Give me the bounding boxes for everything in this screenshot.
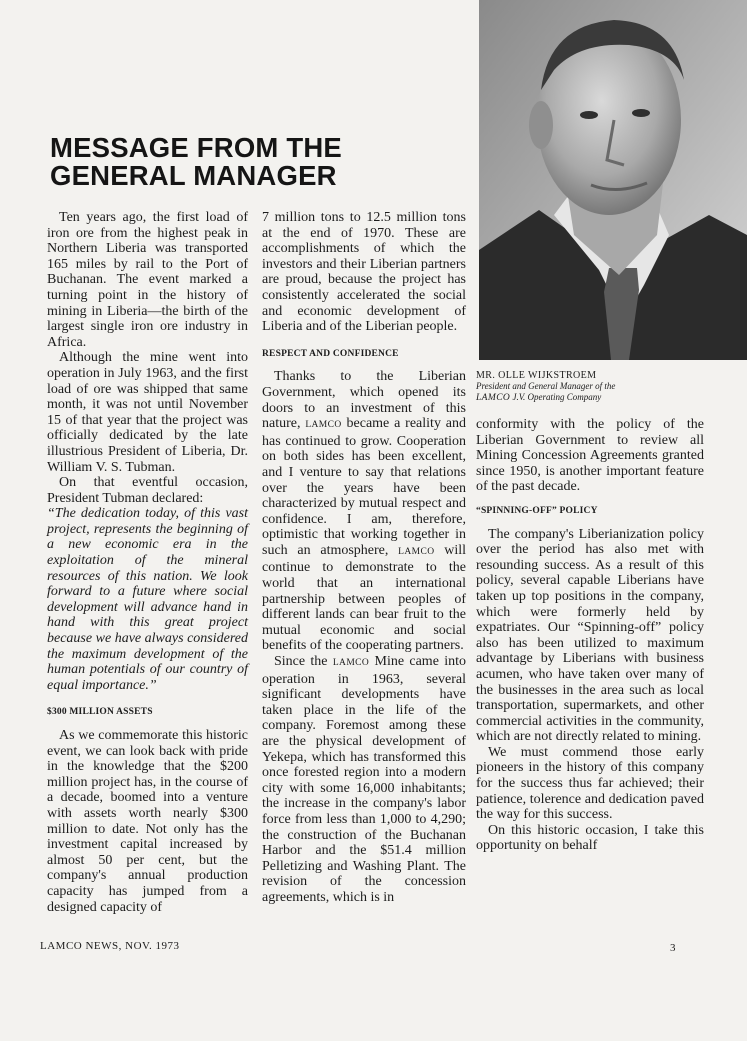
text-run: will continue to demonstrate to the world that an international partnership between peoples of different lands can bear fruit to the mutual economic and social benefits of the cooperating partners. — [262, 542, 466, 654]
publication-footer: LAMCO NEWS, NOV. 1973 — [40, 940, 180, 952]
paragraph: As we commemorate this historic event, we can look back with pride in the knowledge that the $200 million project has, in the course of a decade, boomed into a venture with assets worth nearly $300 million to date. Not only has the investment capital increased by almost 50 per cent, but the company's annual production capacity has jumped from a designed capacity of — [47, 728, 248, 915]
text-run: became a reality and has continued to grow. Cooperation on both sides has been excellent, and I venture to say that relations over the years have been characterized by mutual respect and confidence. I am, therefore, optimistic that working together in such an atmosphere, — [262, 416, 467, 558]
paragraph — [262, 369, 466, 654]
portrait-photo — [479, 0, 747, 360]
paragraph: The company's Liberianization policy over the period has also met with resounding success. As a result of this policy, several capable Liberians have taken up top positions in the company, which were formerly held by expatriates. Our “Spinning-off” policy also has been utilized to maximum advantage by Liberians with business acumen, who have taken over many of the businesses in the area such as local transportation, supermarkets, and other commercial activities in the community, which are not directly related to mining. — [476, 526, 704, 745]
caption-title-line1: President and General Manager of the — [476, 381, 616, 391]
photo-caption — [476, 370, 676, 404]
paragraph: On this historic occasion, I take this opportunity on behalf — [476, 822, 704, 854]
article-column-1 — [47, 210, 248, 915]
section-heading: RESPECT AND CONFIDENCE — [262, 348, 399, 359]
lamco-smallcaps: LAMCO — [332, 658, 370, 669]
article-column-2 — [262, 210, 466, 906]
paragraph: Ten years ago, the first load of iron ore from the highest peak in Northern Liberia was transported 165 miles by rail to the Port of Buchanan. The event marked a turning point in the history of mining in Liberia—the birth of the largest single iron ore industry in Africa. — [47, 210, 248, 350]
paragraph: On that eventful occasion, President Tubman declared: — [47, 475, 248, 506]
text-run: Since the — [274, 654, 328, 670]
lamco-smallcaps: LAMCO — [398, 546, 435, 557]
caption-name: MR. OLLE WIJKSTROEM — [476, 370, 597, 381]
paragraph: Although the mine went into operation in July 1963, and the first load of ore was shipped that same month, it was not until November 15 of that year that the project was officially dedicated by the late illustrious President of Liberia, Dr. William V. S. Tubman. — [47, 350, 248, 475]
caption-title — [476, 381, 676, 404]
text-run: Thanks to the Liberian Government, which opened its doors to an investment of this nature, — [262, 369, 466, 432]
caption-title-line2: J.V. Operating Company — [512, 392, 602, 402]
article-column-3 — [476, 417, 704, 854]
paragraph: conformity with the policy of the Liberian Government to review all Mining Concession Agreements granted since 1950, is another important feature of the past decade. — [476, 417, 704, 495]
paragraph: We must commend those early pioneers in the history of this company for the success thus far achieved; their patience, tolerence and dedication paved the way for this success. — [476, 744, 704, 823]
section-heading: $300 MILLION ASSETS — [47, 707, 153, 718]
tubman-quote: “The dedication today, of this vast project, represents the beginning of a new economic era in the exploitation of the mineral resources of this nation. We look forward to a future where social development will advance hand in hand with this great project because we have always considered the maximum development of the human potentials of our country of equal importance.” — [47, 506, 248, 693]
lamco-smallcaps: LAMCO — [305, 420, 342, 431]
paragraph — [262, 654, 466, 906]
article-headline: MESSAGE FROM THE GENERAL MANAGER — [50, 132, 342, 191]
page-number: 3 — [670, 942, 676, 954]
text-run: Mine came into operation in 1963, several significant developments have taken place in the life of the company. Foremost among these are the physical development of Yekepa, which has transformed this once forested region into a modern city with some 16,000 inhabitants; the increase in the company's labor force from less than 1,000 to 4,290; the construction of the Buchanan Harbor and the $51.4 million Pelletizing and Washing Plant. The revision of the concession agreements, which is in — [262, 654, 466, 905]
paragraph: 7 million tons to 12.5 million tons at the end of 1970. These are accomplishments of which the investors and their Liberian partners are proud, because the project has consistently accelerated the social and economic development of Liberia and of the Liberian people. — [262, 210, 466, 335]
section-heading: “SPINNING-OFF” POLICY — [476, 505, 598, 516]
caption-lamco: LAMCO — [476, 393, 511, 403]
